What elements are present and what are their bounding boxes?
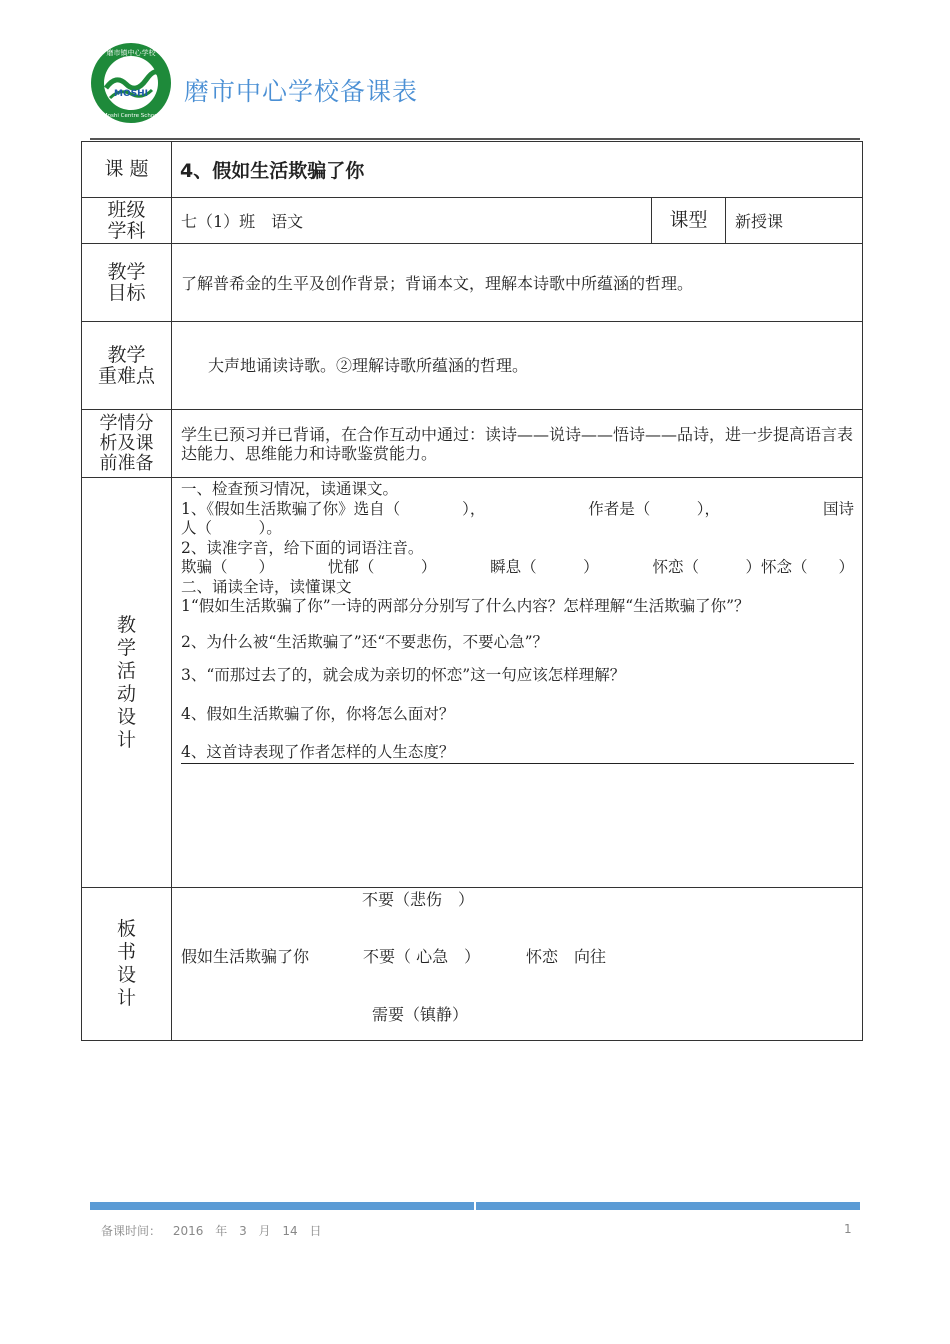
activity-line: 2、读准字音，给下面的词语注音。 — [181, 538, 424, 557]
board-content — [172, 888, 863, 1041]
school-title: 磨市中心学校备课表 — [184, 77, 419, 106]
lesson-type-value: 新授课 — [726, 198, 863, 244]
svg-text:Moshi Centre School: Moshi Centre School — [102, 113, 160, 119]
lesson-plan-table — [81, 141, 863, 1041]
activity-line: 二、诵读全诗，读懂课文 — [181, 577, 352, 596]
class-subject-value: 七（1）班 语文 — [172, 198, 652, 244]
prep-date: 备课时间： 2016 年 3 月 14 日 — [101, 1224, 322, 1238]
board-line: 不要（悲伤 ） — [362, 890, 475, 909]
key-points-label: 教学 重难点 — [82, 322, 172, 410]
preparation-label: 学情分 析及课 前准备 — [82, 410, 172, 478]
row-key-points — [82, 322, 863, 410]
activity-question: 4、假如生活欺骗了你，你将怎么面对？ — [181, 704, 455, 723]
school-logo — [90, 42, 172, 124]
row-goal — [82, 244, 863, 322]
row-class — [82, 198, 863, 244]
activity-line: 一、检查预习情况，读通课文。 — [181, 480, 399, 498]
activity-label: 教学活动设计 — [82, 478, 172, 888]
topic-label: 课 题 — [82, 142, 172, 198]
activity-line: 欺骗（ ） 忧郁（ ） 瞬息（ ） 怀恋（ ）怀念（ ） — [181, 558, 854, 576]
activity-question: 3、“而那过去了的，就会成为亲切的怀恋”这一句应该怎样理解？ — [181, 666, 626, 684]
board-label: 板书设计 — [82, 888, 172, 1041]
board-line: 假如生活欺骗了你 — [181, 947, 310, 966]
board-line: 需要（镇静） — [372, 1005, 469, 1024]
activity-line: 人（ ）。 — [181, 519, 282, 537]
activity-line: 1、《假如生活欺骗了你》选自（ ）， 作者是（ ）， 国诗 — [181, 499, 854, 518]
board-line: 不要（ 心急 ） — [363, 947, 481, 966]
row-topic — [82, 142, 863, 198]
svg-text:MOSHI: MOSHI — [114, 89, 148, 99]
activity-question: 4、这首诗表现了作者怎样的人生态度？ — [181, 743, 854, 764]
preparation-value: 学生已预习并已背诵，在合作互动中通过：读诗——说诗——悟诗——品诗，进一步提高语言表达能力、思维能力和诗歌鉴赏能力。 — [172, 410, 863, 478]
goal-value: 了解普希金的生平及创作背景；背诵本文，理解本诗歌中所蕴涵的哲理。 — [172, 244, 863, 322]
class-subject-label: 班级 学科 — [82, 198, 172, 244]
activity-question: 1“假如生活欺骗了你”一诗的两部分分别写了什么内容？怎样理解“生活欺骗了你”？ — [181, 597, 750, 615]
row-board — [82, 888, 863, 1041]
key-points-value: 大声地诵读诗歌。②理解诗歌所蕴涵的哲理。 — [172, 322, 863, 410]
lesson-type-label: 课型 — [652, 198, 726, 244]
board-line: 怀恋 向往 — [526, 947, 607, 966]
header-divider — [90, 138, 860, 140]
svg-text:磨市镇中心学校: 磨市镇中心学校 — [106, 49, 156, 57]
topic-value: 4、假如生活欺骗了你 — [172, 142, 863, 198]
footer-bar — [90, 1202, 860, 1210]
activity-content — [172, 478, 863, 888]
page-header — [90, 42, 890, 142]
row-preparation — [82, 410, 863, 478]
goal-label: 教学 目标 — [82, 244, 172, 322]
row-activity — [82, 478, 863, 888]
activity-question: 2、为什么被“生活欺骗了”还“不要悲伤，不要心急”？ — [181, 632, 549, 651]
page-number: 1 — [844, 1222, 852, 1236]
